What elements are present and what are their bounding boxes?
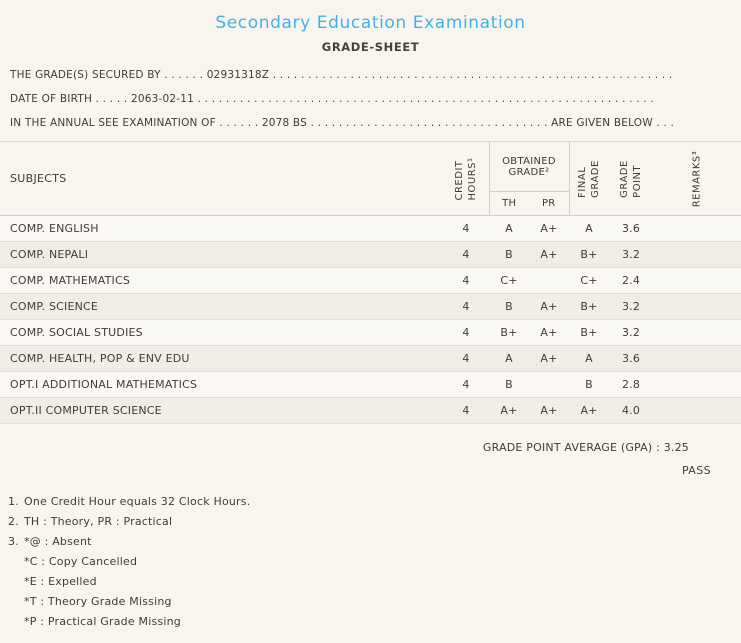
th-grade-cell: A+ — [489, 398, 529, 424]
table-row — [0, 294, 741, 320]
gpa-line — [0, 441, 741, 454]
table-row — [0, 216, 741, 242]
pr-grade-cell: A+ — [529, 320, 569, 346]
pr-grade-cell: A+ — [529, 346, 569, 372]
grade-point-cell: 3.2 — [609, 320, 653, 346]
footnote-line — [8, 535, 741, 548]
exam-year-label: IN THE ANNUAL SEE EXAMINATION OF — [10, 117, 216, 129]
column-header-grade-point — [609, 142, 653, 216]
exam-year-value: 2078 BS — [261, 117, 308, 129]
footnote-text: One Credit Hour equals 32 Clock Hours. — [24, 495, 251, 508]
th-grade-cell: B — [489, 372, 529, 398]
header-line: CREDIT — [453, 159, 465, 201]
grade-point-rotated-label — [618, 160, 644, 198]
credit-hours-cell: 4 — [443, 320, 489, 346]
remarks-cell — [653, 242, 741, 268]
credit-hours-cell: 4 — [443, 398, 489, 424]
gpa-value: 3.25 — [663, 441, 689, 454]
footnote-text: *E : Expelled — [24, 575, 97, 588]
subject-cell: COMP. MATHEMATICS — [0, 268, 443, 294]
footnote-line — [8, 495, 741, 508]
table-row — [0, 320, 741, 346]
secured-by-line — [10, 69, 741, 81]
subject-cell: OPT.I ADDITIONAL MATHEMATICS — [0, 372, 443, 398]
subject-cell: OPT.II COMPUTER SCIENCE — [0, 398, 443, 424]
remarks-cell — [653, 320, 741, 346]
final-grade-cell: B+ — [569, 294, 609, 320]
student-id-value: 02931318Z — [206, 69, 270, 81]
table-body — [0, 216, 741, 424]
footnote-number: 1. — [8, 495, 19, 508]
column-header-pr: PR — [529, 192, 569, 216]
remarks-cell — [653, 216, 741, 242]
pr-grade-cell: A+ — [529, 242, 569, 268]
grade-point-cell: 2.8 — [609, 372, 653, 398]
footnote-subline — [24, 555, 741, 568]
table-header — [0, 142, 741, 216]
subject-cell: COMP. NEPALI — [0, 242, 443, 268]
pr-grade-cell: A+ — [529, 216, 569, 242]
table-row — [0, 242, 741, 268]
footnote-text: *C : Copy Cancelled — [24, 555, 138, 568]
remarks-cell — [653, 346, 741, 372]
final-grade-cell: B+ — [569, 320, 609, 346]
dots-leader: . . . . . . . . . . . . . . . . . . . . . . . . . . . . . . . . . . . . . . . . . . . . . . . . . . . . . . . . . — [272, 69, 673, 81]
dots-leader: . . . . . — [95, 93, 128, 105]
final-grade-cell: C+ — [569, 268, 609, 294]
grades-table — [0, 141, 741, 424]
column-header-remarks — [653, 142, 741, 216]
final-grade-cell: A+ — [569, 398, 609, 424]
table-row — [0, 398, 741, 424]
credit-hours-cell: 4 — [443, 372, 489, 398]
column-header-obtained-grade: OBTAINED GRADE² — [489, 142, 569, 192]
header-line: GRADE — [590, 159, 602, 198]
subject-cell: COMP. HEALTH, POP & ENV EDU — [0, 346, 443, 372]
remarks-cell — [653, 398, 741, 424]
pr-grade-cell: A+ — [529, 294, 569, 320]
dots-leader: . . . . . . . . . . . . . . . . . . . . . . . . . . . . . . . . . . — [310, 117, 548, 129]
date-of-birth-value: 2063-02-11 — [130, 93, 195, 105]
header-line: FINAL — [577, 166, 589, 198]
date-of-birth-label: DATE OF BIRTH — [10, 93, 93, 105]
subject-cell: COMP. SOCIAL STUDIES — [0, 320, 443, 346]
column-header-subjects: SUBJECTS — [0, 142, 443, 216]
column-header-final-grade — [569, 142, 609, 216]
th-grade-cell: B — [489, 294, 529, 320]
grade-point-cell: 4.0 — [609, 398, 653, 424]
footnote-text: *@ : Absent — [24, 535, 92, 548]
pr-grade-cell — [529, 372, 569, 398]
final-grade-cell: A — [569, 346, 609, 372]
credit-hours-cell: 4 — [443, 216, 489, 242]
header-line: POINT — [632, 164, 644, 198]
th-grade-cell: C+ — [489, 268, 529, 294]
grade-point-cell: 2.4 — [609, 268, 653, 294]
dots-leader: . . . . . . — [164, 69, 204, 81]
student-info — [10, 69, 741, 129]
header-line: GRADE — [619, 159, 631, 198]
footnote-number: 3. — [8, 535, 19, 548]
exam-year-line — [10, 117, 741, 129]
final-grade-cell: B+ — [569, 242, 609, 268]
table-row — [0, 268, 741, 294]
grade-point-cell: 3.2 — [609, 242, 653, 268]
footnote-subline — [24, 595, 741, 608]
credit-hours-cell: 4 — [443, 294, 489, 320]
page-subtitle: GRADE-SHEET — [321, 40, 420, 54]
footnote-subline — [24, 575, 741, 588]
subject-cell: COMP. ENGLISH — [0, 216, 443, 242]
credit-hours-rotated-label — [453, 157, 479, 200]
grade-point-cell: 3.6 — [609, 216, 653, 242]
credit-hours-cell: 4 — [443, 346, 489, 372]
table-row — [0, 372, 741, 398]
credit-hours-cell: 4 — [443, 268, 489, 294]
footnote-text: *P : Practical Grade Missing — [24, 615, 181, 628]
footnote-line — [8, 515, 741, 528]
final-grade-rotated-label — [576, 160, 602, 198]
dots-leader: . . . . . . . . . . . . . . . . . . . . . . . . . . . . . . . . . . . . . . . . . . . . . . . . . . . . . . . . . . . . . . . . . — [197, 93, 654, 105]
date-of-birth-line — [10, 93, 741, 105]
result-status: PASS — [681, 464, 711, 477]
remarks-cell — [653, 372, 741, 398]
footnote-subline — [24, 615, 741, 628]
column-header-th: TH — [489, 192, 529, 216]
footnotes — [8, 495, 741, 628]
gpa-label: GRADE POINT AVERAGE (GPA) : — [482, 441, 660, 454]
column-header-credit-hours — [443, 142, 489, 216]
pr-grade-cell — [529, 268, 569, 294]
grade-point-cell: 3.2 — [609, 294, 653, 320]
footnote-number: 2. — [8, 515, 19, 528]
final-grade-cell: A — [569, 216, 609, 242]
secured-by-label: THE GRADE(S) SECURED BY — [10, 69, 161, 81]
header-line: REMARKS³ — [691, 150, 703, 207]
credit-hours-cell: 4 — [443, 242, 489, 268]
header-line: HOURS¹ — [466, 156, 478, 201]
page-title: Secondary Education Examination — [215, 13, 526, 33]
remarks-cell — [653, 268, 741, 294]
remarks-rotated-label — [691, 150, 704, 207]
footnote-text: TH : Theory, PR : Practical — [24, 515, 173, 528]
final-grade-cell: B — [569, 372, 609, 398]
dots-leader: . . . . . . — [219, 117, 259, 129]
th-grade-cell: B+ — [489, 320, 529, 346]
th-grade-cell: A — [489, 346, 529, 372]
th-grade-cell: A — [489, 216, 529, 242]
subject-cell: COMP. SCIENCE — [0, 294, 443, 320]
footnote-text: *T : Theory Grade Missing — [24, 595, 172, 608]
table-row — [0, 346, 741, 372]
given-below-label: ARE GIVEN BELOW . . . — [551, 117, 675, 129]
remarks-cell — [653, 294, 741, 320]
grade-point-cell: 3.6 — [609, 346, 653, 372]
pr-grade-cell: A+ — [529, 398, 569, 424]
th-grade-cell: B — [489, 242, 529, 268]
